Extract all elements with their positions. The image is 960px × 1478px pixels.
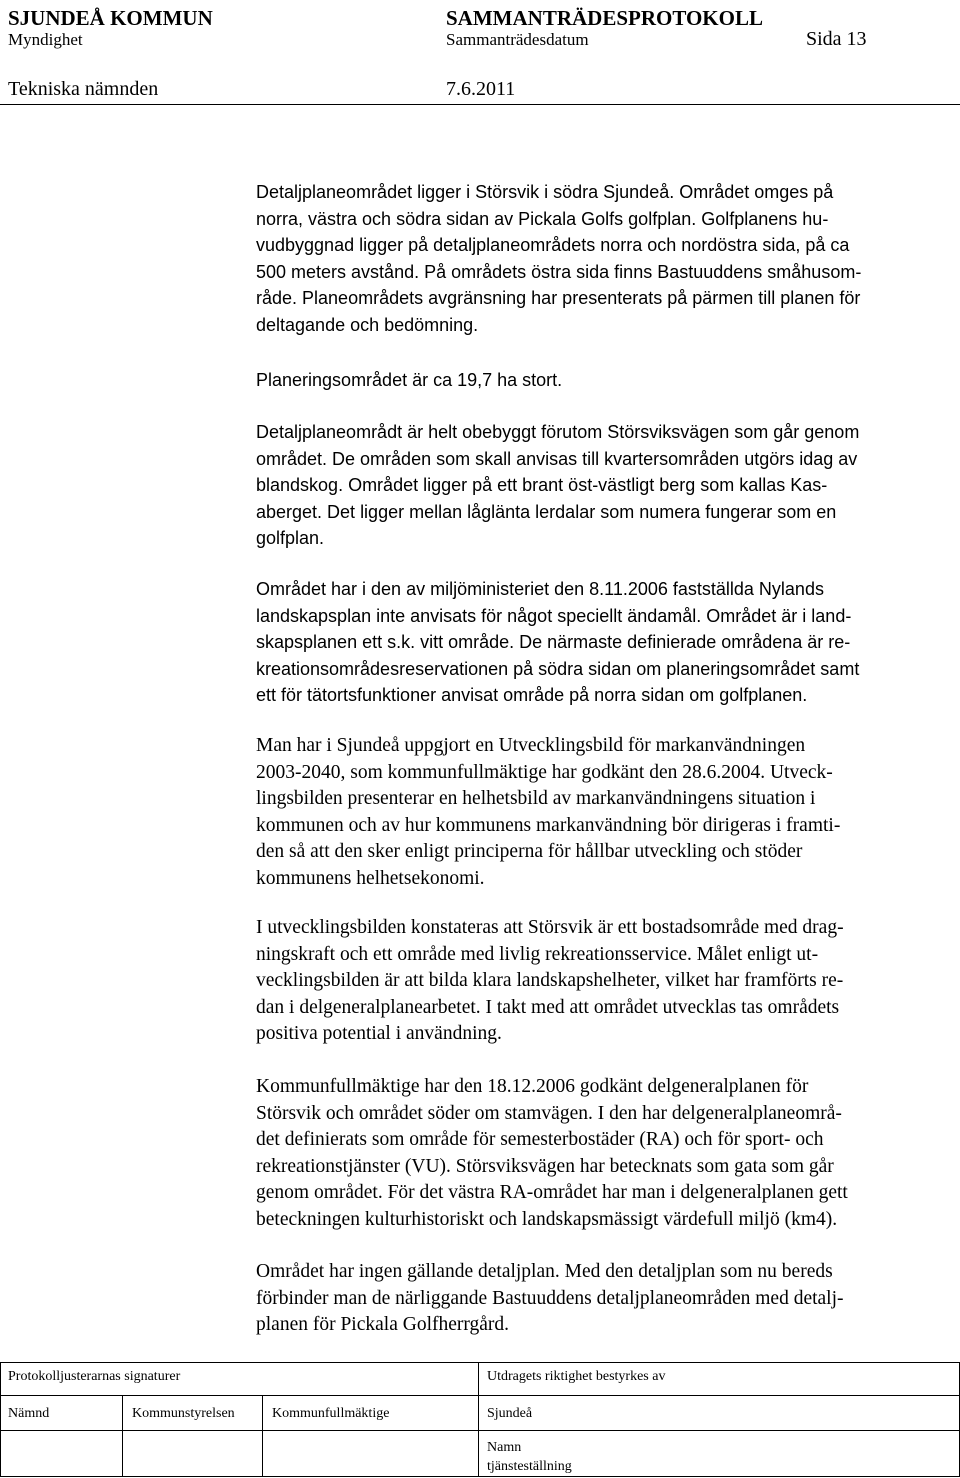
text-line: Detaljplaneområdet ligger i Störsvik i södra Sjundeå. Området omges på — [256, 182, 834, 202]
text-line: Området har ingen gällande detaljplan. Med den detaljplan som nu bereds — [256, 1261, 833, 1282]
text-line: vecklingsbilden är att bilda klara landskapshelheter, vilket har framförts re- — [256, 970, 844, 991]
text-line: ett för tätortsfunktioner anvisat område på norra sidan om golfplanen. — [256, 685, 808, 705]
signature-column-council: Kommunfullmäktige — [272, 1406, 390, 1421]
text-line: skapsplanen ett s.k. vitt område. De närmaste definierade områdena är re- — [256, 632, 851, 652]
paragraph-regional-plan — [256, 576, 956, 709]
text-line: landskapsplan inte anvisats för något speciellt ändamål. Området är i land- — [256, 605, 852, 626]
authority-label: Myndighet — [8, 30, 83, 49]
certification-place: Sjundeå — [487, 1406, 533, 1421]
text-line: förbinder man de närliggande Bastuuddens detaljplaneområden med detalj- — [256, 1287, 844, 1309]
signatures-label: Protokolljusterarnas signaturer — [8, 1369, 181, 1384]
paragraph-development-picture — [256, 733, 956, 892]
paragraph-general-plan — [256, 1074, 956, 1233]
text-line: vudbyggnad ligger på detaljplaneområdets norra och nordöstra sida, på ca — [256, 235, 850, 255]
extract-certified-label: Utdragets riktighet bestyrkes av — [487, 1369, 666, 1384]
signature-column-municipal-board: Kommunstyrelsen — [132, 1406, 235, 1421]
footer-bottom-border — [0, 1476, 960, 1477]
text-line: den så att den sker enligt principerna för hållbar utveckling och stöder — [256, 841, 803, 862]
text-line: det definierats som område för semesterbostäder (RA) och för sport- och — [256, 1129, 824, 1150]
meeting-date-label: Sammanträdesdatum — [446, 30, 589, 49]
text-line: Kommunfullmäktige har den 18.12.2006 godkänt delgeneralplanen för — [256, 1076, 809, 1097]
text-line: rekreationstjänster (VU). Störsviksvägen har betecknats som gata som går — [256, 1155, 834, 1177]
text-line: kreationsområdesreservationen på södra sidan om planeringsområdet samt — [256, 658, 860, 679]
text-line: Detaljplaneområdt är helt obebyggt förutom Störsviksvägen som går genom — [256, 422, 860, 442]
signature-column-board: Nämnd — [8, 1406, 50, 1421]
text-line: området. De områden som skall anvisas till kvartersområden utgörs idag av — [256, 448, 858, 469]
footer-row-divider — [0, 1430, 960, 1431]
paragraph-terrain — [256, 419, 956, 552]
footer-top-border — [0, 1362, 960, 1363]
authority-name: Tekniska nämnden — [8, 78, 159, 100]
footer-column-divider — [122, 1395, 123, 1477]
text-line: ningskraft och ett område med livlig rekreationsservice. Målet enligt ut- — [256, 943, 819, 965]
footer-center-divider — [478, 1362, 479, 1477]
document-type: SAMMANTRÄDESPROTOKOLL — [446, 6, 763, 30]
text-line: Man har i Sjundeå uppgjort en Utvecklingsbild för markanvändningen — [256, 735, 806, 756]
meeting-date: 7.6.2011 — [446, 78, 516, 100]
text-line: Störsvik och området söder om stamvägen. I den har delgeneralplaneområ- — [256, 1102, 842, 1124]
text-line: deltagande och bedömning. — [256, 314, 479, 335]
text-line: dan i delgeneralplanearbetet. I takt med att området utvecklas tas områdets — [256, 996, 840, 1018]
paragraph-area-size — [256, 367, 956, 394]
paragraph-location — [256, 179, 956, 338]
name-label: Namn — [487, 1440, 522, 1455]
text-line: beteckningen kulturhistoriskt och landskapsmässigt värdefull miljö (km4). — [256, 1208, 838, 1230]
text-line: planen för Pickala Golfherrgård. — [256, 1314, 510, 1335]
paragraph-development-goals — [256, 915, 956, 1048]
text-line: blandskog. Området ligger på ett brant öst-västligt berg som kallas Kas- — [256, 475, 828, 495]
text-line: norra, västra och södra sidan av Pickala Golfs golfplan. Golfplanens hu- — [256, 208, 829, 229]
text-line: kommunens helhetsekonomi. — [256, 867, 485, 889]
text-line: lingsbilden presenterar en helhetsbild av markanvändningens situation i — [256, 788, 816, 809]
text-line: kommunen och av hur kommunens markanvändning bör dirigeras i framti- — [256, 814, 841, 836]
text-line: genom området. För det västra RA-området har man i delgeneralplanen gett — [256, 1182, 848, 1203]
position-label: tjänsteställning — [487, 1459, 572, 1474]
text-line: råde. Planeområdets avgränsning har presenterats på pärmen till planen för — [256, 288, 861, 308]
page-number: Sida 13 — [806, 28, 867, 50]
text-line: Planeringsområdet är ca 19,7 ha stort. — [256, 370, 563, 390]
footer-column-divider — [262, 1395, 263, 1477]
text-line: I utvecklingsbilden konstateras att Störsvik är ett bostadsområde med drag- — [256, 917, 844, 938]
footer-left-border — [0, 1362, 1, 1477]
text-line: positiva potential i användning. — [256, 1023, 502, 1044]
header-divider — [0, 104, 960, 105]
text-line: golfplan. — [256, 528, 325, 548]
text-line: 2003-2040, som kommunfullmäktige har godkänt den 28.6.2004. Utveck- — [256, 761, 833, 783]
org-name: SJUNDEÅ KOMMUN — [8, 6, 213, 30]
paragraph-detail-plan — [256, 1259, 956, 1339]
text-line: 500 meters avstånd. På områdets östra sida finns Bastuuddens småhusom- — [256, 261, 862, 282]
text-line: Området har i den av miljöministeriet den 8.11.2006 fastställda Nylands — [256, 579, 824, 599]
footer-row-divider — [0, 1395, 960, 1396]
text-line: aberget. Det ligger mellan låglänta lerdalar som numera fungerar som en — [256, 501, 837, 522]
